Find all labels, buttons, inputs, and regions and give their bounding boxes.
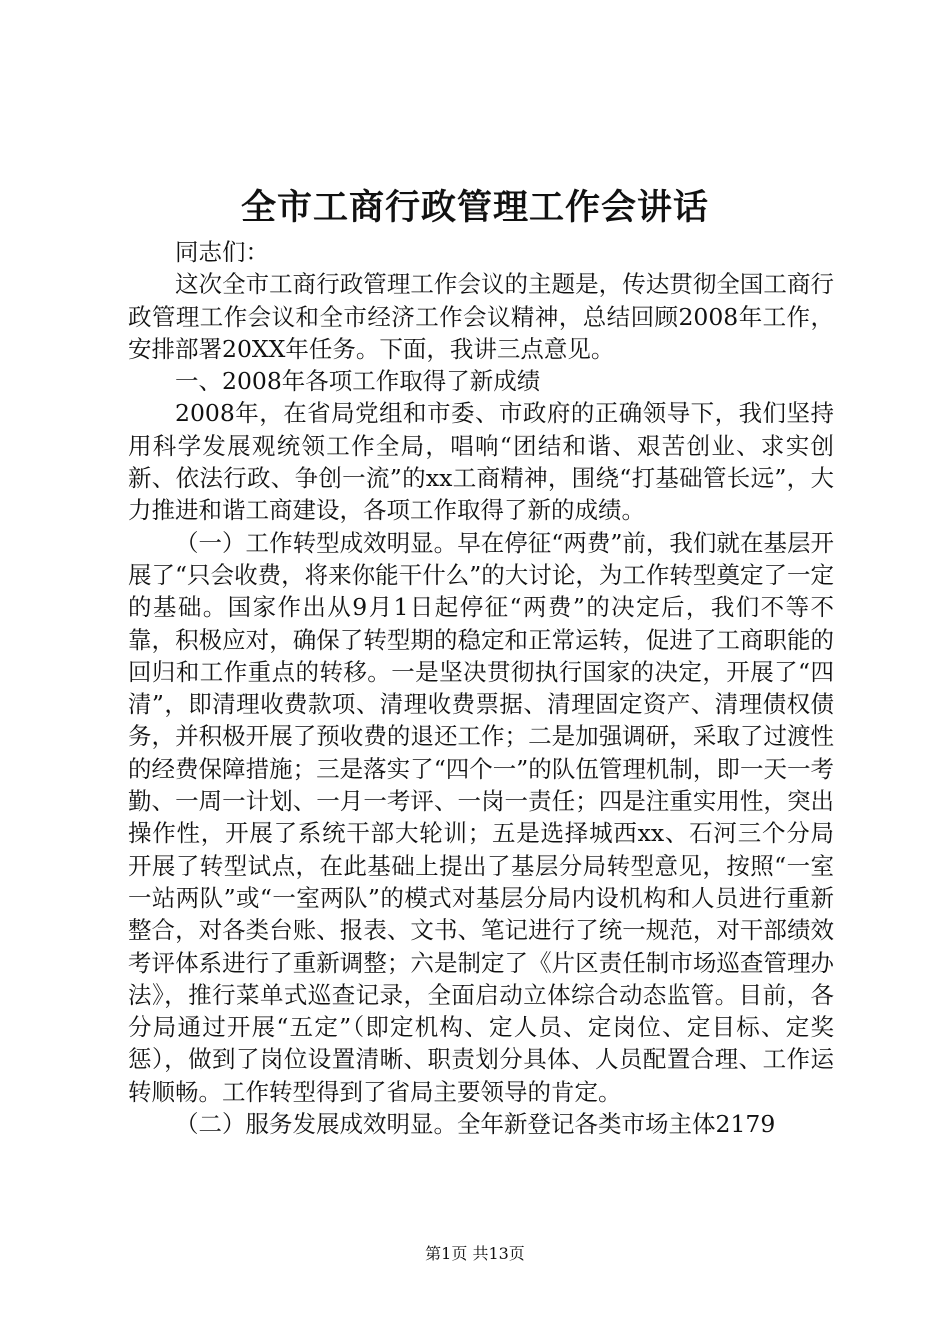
document-body [128, 236, 834, 1140]
document-title: 全市工商行政管理工作会讲话 [240, 187, 709, 228]
body-paragraph: 2008年，在省局党组和市委、市政府的正确领导下，我们坚持用科学发展观统领工作全局，唱响“团结和谐、艰苦创业、求实创新、依法行政、争创一流”的xx工商精神，围绕“打基础管长远”，大力推进和谐工商建设，各项工作取得了新的成绩。 [128, 399, 834, 525]
salutation-paragraph: 同志们： [175, 238, 269, 266]
intro-paragraph: 这次全市工商行政管理工作会议的主题是，传达贯彻全国工商行政管理工作会议和全市经济工作会议精神，总结回顾2008年工作，安排部署20XX年任务。下面，我讲三点意见。 [128, 270, 834, 363]
body-paragraph: （一）工作转型成效明显。早在停征“两费”前，我们就在基层开展了“只会收费，将来你能干什么”的大讨论，为工作转型奠定了一定的基础。国家作出从9月1日起停征“两费”的决定后，我们不等不靠，积极应对，确保了转型期的稳定和正常运转，促进了工商职能的回归和工作重点的转移。一是坚决贯彻执行国家的决定，开展了“四清”，即清理收费款项、清理收费票据、清理固定资产、清理债权债务，并积极开展了预收费的退还工作；二是加强调研，采取了过渡性的经费保障措施；三是落实了“四个一”的队伍管理机制，即一天一考勤、一周一计划、一月一考评、一岗一责任；四是注重实用性，突出操作性，开展了系统干部大轮训；五是选择城西xx、石河三个分局开展了转型试点，在此基础上提出了基层分局转型意见，按照“一室一站两队”或“一室两队”的模式对基层分局内设机构和人员进行重新整合，对各类台账、报表、文书、笔记进行了统一规范，对干部绩效考评体系进行了重新调整；六是制定了《片区责任制市场巡查管理办法》，推行菜单式巡查记录，全面启动立体综合动态监管。目前，各分局通过开展“五定”（即定机构、定人员、定岗位、定目标、定奖惩），做到了岗位设置清晰、职责划分具体、人员配置合理、工作运转顺畅。工作转型得到了省局主要领导的肯定。 [128, 528, 834, 1106]
body-paragraph: （二）服务发展成效明显。全年新登记各类市场主体2179 [175, 1110, 776, 1139]
section-heading: 一、2008年各项工作取得了新成绩 [175, 367, 541, 396]
page-number: 第1页 共13页 [425, 1244, 525, 1263]
